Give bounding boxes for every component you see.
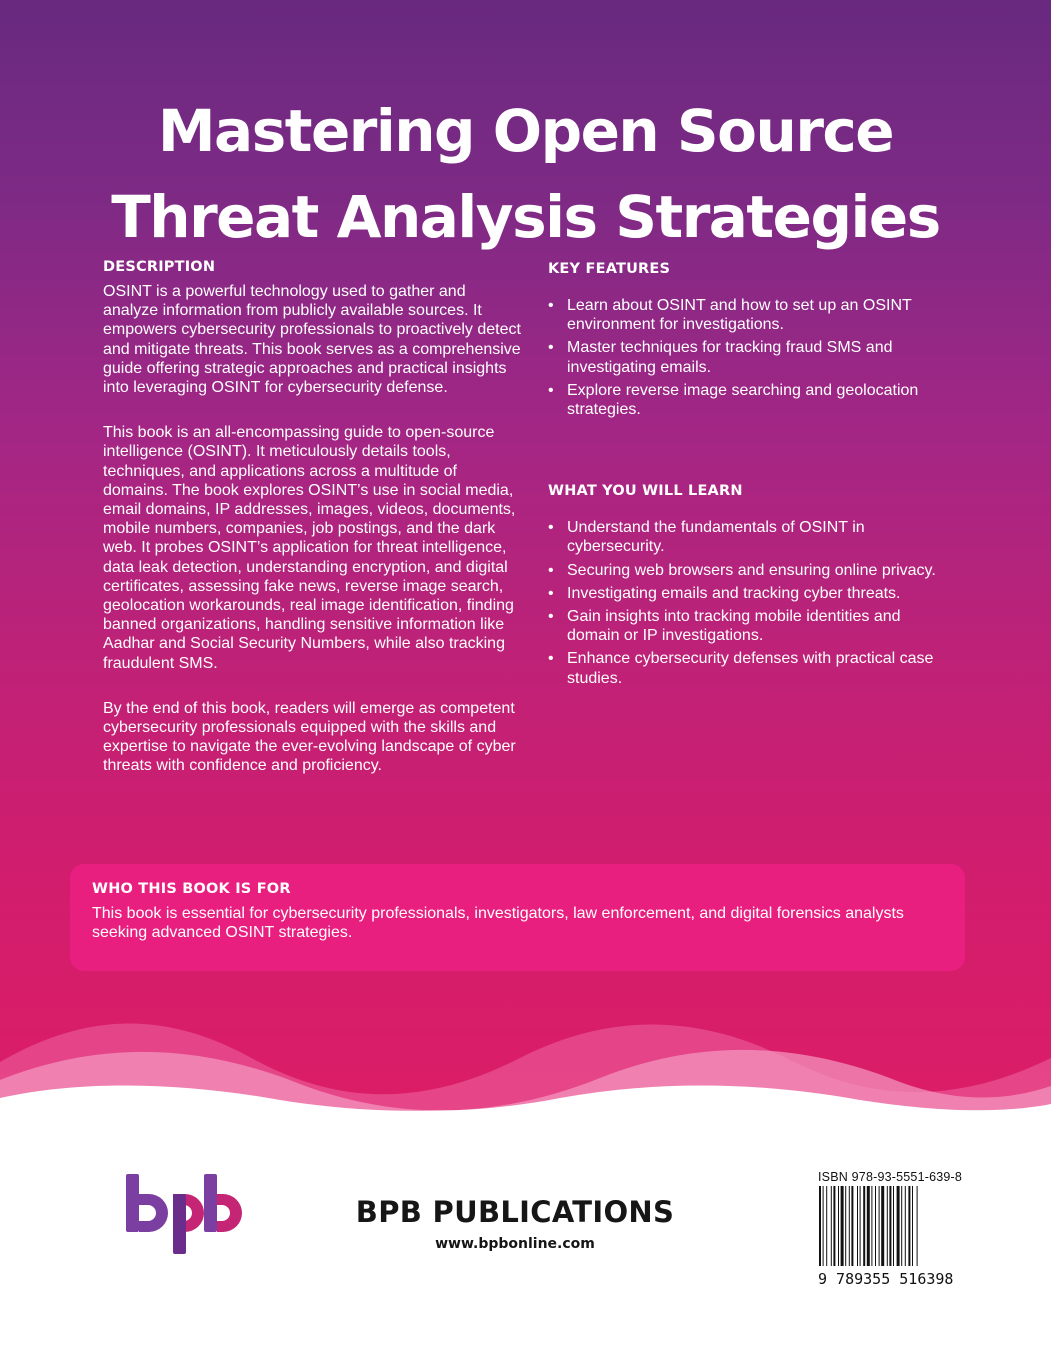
list-item — [548, 338, 938, 376]
key-feature-text: Master techniques for tracking fraud SMS and investigating emails. — [567, 339, 893, 376]
barcode-bar — [867, 1186, 870, 1266]
list-item — [548, 561, 938, 580]
audience-heading: WHO THIS BOOK IS FOR — [92, 881, 291, 897]
barcode-bar — [841, 1186, 844, 1266]
barcode-bar — [823, 1186, 824, 1266]
learn-item-text: Securing web browsers and ensuring online privacy. — [567, 561, 936, 579]
bullet-icon: • — [548, 339, 554, 357]
logo-b2-bowl — [217, 1194, 242, 1232]
list-item — [548, 518, 938, 556]
barcode-bar — [833, 1186, 835, 1266]
bullet-icon: • — [548, 381, 554, 399]
barcode-bar — [875, 1186, 876, 1266]
key-features-list — [548, 296, 938, 419]
bullet-icon: • — [548, 650, 554, 668]
barcode-bar — [881, 1186, 884, 1266]
isbn-label: ISBN 978-93-5551-639-8 — [818, 1170, 963, 1184]
what-you-will-learn-heading: WHAT YOU WILL LEARN — [548, 483, 743, 500]
list-item — [548, 584, 938, 603]
barcode-bar — [889, 1186, 891, 1266]
what-you-will-learn-list — [548, 518, 938, 688]
barcode-bar — [857, 1186, 858, 1266]
barcode-bar — [838, 1186, 839, 1266]
barcode-bar — [849, 1186, 850, 1266]
list-item — [548, 381, 938, 419]
title-line-2: Threat Analysis Strategies — [111, 183, 940, 251]
barcode-bar — [905, 1186, 906, 1266]
bullet-icon: • — [548, 608, 554, 626]
description-section — [103, 259, 523, 776]
learn-item-text: Enhance cybersecurity defenses with practical case studies. — [567, 650, 934, 687]
bullet-icon: • — [548, 584, 554, 602]
publisher-name: BPB PUBLICATIONS — [355, 1195, 675, 1229]
barcode-bar — [887, 1186, 888, 1266]
bullet-icon: • — [548, 519, 554, 537]
barcode-bar — [826, 1186, 827, 1266]
description-paragraph-1: OSINT is a powerful technology used to gather and analyze information from publicly available sources. It empowers cybersecurity professionals to proactively detect and mitigate threats. This book serves as a comprehensive guide offering strategic approaches and practical insights into leveraging OSINT for cybersecurity defense. — [103, 283, 521, 397]
barcode-bar — [917, 1186, 918, 1266]
barcode-icon — [815, 1186, 967, 1270]
logo-b2-stem — [204, 1174, 217, 1232]
barcode-bar — [879, 1186, 880, 1266]
description-heading: DESCRIPTION — [103, 259, 216, 275]
description-paragraph-2: This book is an all-encompassing guide to open-source intelligence (OSINT). It meticulously details tools, techniques, and applications across a multitude of domains. The book explores OSINT’s use in social media, email domains, IP addresses, images, videos, documents, mobile numbers, companies, job postings, and the dark web. It probes OSINT’s application for threat intelligence, data leak detection, understanding encryption, and digital certificates, assessing fake news, reverse image search, geolocation workarounds, real image identification, finding banned organizations, handling sensitive information like Aadhar and Social Security Numbers, while also tracking fraudulent SMS. — [103, 424, 516, 672]
key-feature-text: Learn about OSINT and how to set up an OSINT environment for investigations. — [567, 297, 912, 334]
wave-decoration — [0, 1000, 1051, 1140]
learn-item-text: Investigating emails and tracking cyber threats. — [567, 584, 901, 602]
list-item — [548, 296, 938, 334]
logo-b1-stem — [126, 1174, 139, 1232]
barcode-bar — [831, 1186, 832, 1266]
bullet-icon: • — [548, 297, 554, 314]
isbn-digits: 9 789355 516398 — [818, 1270, 954, 1288]
publisher-url: www.bpbonline.com — [435, 1236, 595, 1252]
barcode-bar — [863, 1186, 865, 1266]
barcode-bar — [819, 1186, 821, 1266]
features-column — [548, 261, 938, 692]
learn-item-text: Understand the fundamentals of OSINT in cybersecurity. — [567, 519, 865, 556]
key-feature-text: Explore reverse image searching and geolocation strategies. — [567, 381, 919, 419]
key-features-heading: KEY FEATURES — [548, 261, 671, 277]
learn-item-text: Gain insights into tracking mobile identities and domain or IP investigations. — [567, 608, 901, 645]
barcode-bar — [851, 1186, 853, 1266]
audience-box — [70, 864, 965, 971]
logo-b1-bowl — [139, 1194, 168, 1232]
barcode-bar — [908, 1186, 910, 1266]
description-paragraph-3: By the end of this book, readers will emerge as competent cybersecurity professionals equipped with the skills and expertise to navigate the ever-evolving landscape of cyber threats with confidence and proficiency. — [103, 699, 516, 775]
title-line-1: Mastering Open Source — [157, 97, 894, 165]
barcode-bar — [912, 1186, 913, 1266]
barcode-bar — [871, 1186, 872, 1266]
logo-p-stem — [173, 1194, 186, 1254]
bpb-logo-icon — [126, 1172, 242, 1256]
list-item — [548, 649, 938, 687]
barcode-bar — [893, 1186, 894, 1266]
book-title — [0, 88, 1051, 260]
barcode-bar — [845, 1186, 846, 1266]
audience-text: This book is essential for cybersecurity professionals, investigators, law enforcement, and digital forensics analysts seeking advanced OSINT strategies. — [92, 905, 904, 942]
barcode-bar — [901, 1186, 902, 1266]
list-item — [548, 607, 938, 645]
barcode-bar — [897, 1186, 900, 1266]
barcode-bar — [860, 1186, 861, 1266]
bullet-icon: • — [548, 561, 554, 579]
